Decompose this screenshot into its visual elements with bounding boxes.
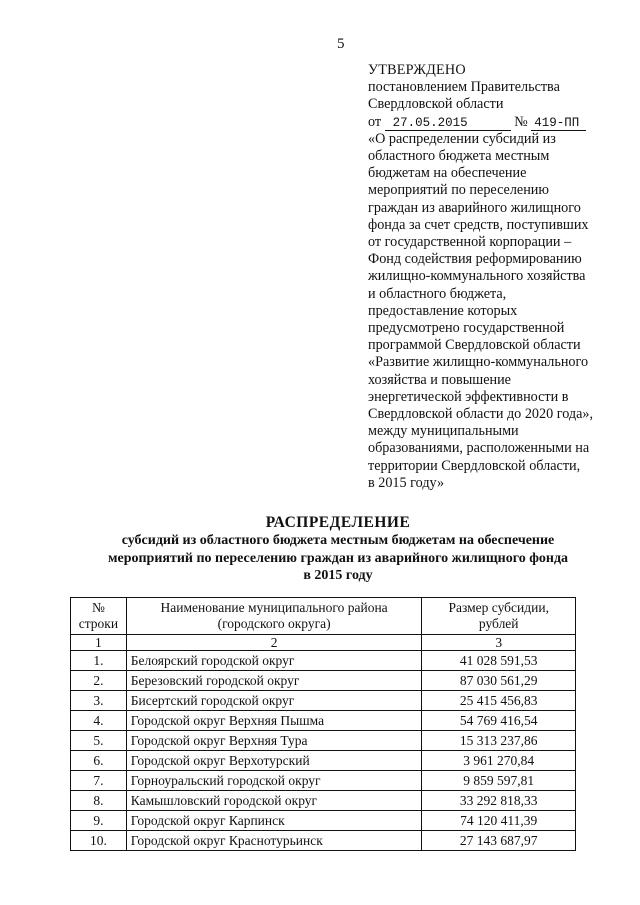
decree-date: 27.05.2015	[385, 116, 511, 131]
date-prefix: от	[368, 113, 382, 130]
municipality-name: Городской округ Верхотурский	[126, 751, 422, 771]
header-text: (городского округа)	[217, 616, 331, 631]
subsidy-amount: 27 143 687,97	[422, 831, 576, 851]
document-subtitle-line: субсидий из областного бюджета местным бюджетам на обеспечение	[121, 533, 555, 548]
municipality-name: Березовский городской округ	[126, 671, 422, 691]
column-index-row	[71, 635, 576, 651]
row-number: 3.	[71, 691, 127, 711]
row-number: 6.	[71, 751, 127, 771]
decree-title-line: в 2015 году»	[368, 474, 445, 491]
subsidy-amount: 54 769 416,54	[422, 711, 576, 731]
header-text: строки	[78, 616, 119, 631]
table-row	[71, 671, 576, 691]
decree-title-line: «О распределении субсидий из	[368, 130, 556, 147]
decree-title-line: предоставление которых	[368, 302, 518, 319]
table-row	[71, 751, 576, 771]
row-number: 4.	[71, 711, 127, 731]
subsidy-amount: 3 961 270,84	[422, 751, 576, 771]
row-number: 9.	[71, 811, 127, 831]
decree-title-line: образованиями, расположенными на	[368, 440, 590, 457]
decree-title-line: и областного бюджета,	[368, 285, 507, 302]
subsidy-amount: 25 415 456,83	[422, 691, 576, 711]
row-number: 2.	[71, 671, 127, 691]
document-subtitle-line: в 2015 году	[303, 568, 373, 583]
decree-title-line: фонда за счет средств, поступивших	[368, 216, 589, 233]
header-municipality	[126, 598, 422, 635]
decree-title-line: территории Свердловской области,	[368, 457, 581, 474]
subsidy-amount: 15 313 237,86	[422, 731, 576, 751]
table-row	[71, 791, 576, 811]
decree-title-line: энергетической эффективности в	[368, 388, 569, 405]
decree-title-line: граждан из аварийного жилищного	[368, 199, 581, 216]
decree-title-line: бюджетам на обеспечение	[368, 165, 527, 182]
header-text: Размер субсидии,	[448, 600, 549, 615]
document-title-block	[60, 513, 616, 585]
approval-block	[368, 62, 618, 492]
column-index: 3	[422, 635, 576, 651]
row-number: 1.	[71, 651, 127, 671]
decree-title-line: жилищно-коммунального хозяйства	[368, 268, 586, 285]
table-row	[71, 711, 576, 731]
row-number: 7.	[71, 771, 127, 791]
table-row	[71, 771, 576, 791]
approval-date-line	[368, 114, 618, 131]
column-index: 2	[126, 635, 422, 651]
table-row	[71, 811, 576, 831]
document-title: РАСПРЕДЕЛЕНИЕ	[265, 514, 411, 531]
table-row	[71, 691, 576, 711]
decree-title-line: между муниципальными	[368, 423, 519, 440]
decree-title-line: областного бюджета местным	[368, 148, 550, 165]
municipality-name: Городской округ Верхняя Тура	[126, 731, 422, 751]
decree-title-line: от государственной корпорации –	[368, 234, 572, 251]
table-header-row	[71, 598, 576, 635]
decree-title-line: хозяйства и повышение	[368, 371, 511, 388]
municipality-name: Горноуральский городской округ	[126, 771, 422, 791]
approval-line-1: постановлением Правительства	[368, 79, 560, 96]
document-subtitle-line: мероприятий по переселению граждан из аварийного жилищного фонда	[107, 550, 569, 566]
subsidies-table	[70, 597, 576, 851]
column-index: 1	[71, 635, 127, 651]
table-row	[71, 831, 576, 851]
municipality-name: Городской округ Карпинск	[126, 811, 422, 831]
row-number: 8.	[71, 791, 127, 811]
decree-number: 419-ПП	[531, 116, 586, 131]
decree-title-line: Свердловской области до 2020 года»,	[368, 406, 594, 423]
subsidy-amount: 41 028 591,53	[422, 651, 576, 671]
municipality-name: Белоярский городской округ	[126, 651, 422, 671]
row-number: 5.	[71, 731, 127, 751]
page-number: 5	[337, 36, 345, 52]
subsidy-amount: 9 859 597,81	[422, 771, 576, 791]
approval-heading: УТВЕРЖДЕНО	[368, 62, 466, 78]
number-prefix: №	[514, 113, 528, 130]
decree-title-line: «Развитие жилищно-коммунального	[368, 354, 589, 371]
subsidy-amount: 74 120 411,39	[422, 811, 576, 831]
table-row	[71, 651, 576, 671]
decree-title-line: мероприятий по переселению	[368, 182, 549, 199]
municipality-name: Камышловский городской округ	[126, 791, 422, 811]
header-text: рублей	[478, 616, 519, 631]
municipality-name: Бисертский городской округ	[126, 691, 422, 711]
decree-title-line: программой Свердловской области	[368, 337, 581, 354]
decree-title-line: Фонд содействия реформированию	[368, 251, 582, 268]
table-row	[71, 731, 576, 751]
header-text: №	[91, 600, 105, 615]
header-amount	[422, 598, 576, 635]
decree-title-line: предусмотрено государственной	[368, 320, 565, 337]
subsidy-amount: 33 292 818,33	[422, 791, 576, 811]
municipality-name: Городской округ Краснотурьинск	[126, 831, 422, 851]
row-number: 10.	[71, 831, 127, 851]
header-row-number	[71, 598, 127, 635]
approval-line-2: Свердловской области	[368, 96, 504, 113]
municipality-name: Городской округ Верхняя Пышма	[126, 711, 422, 731]
subsidy-amount: 87 030 561,29	[422, 671, 576, 691]
header-text: Наименование муниципального района	[160, 600, 388, 615]
